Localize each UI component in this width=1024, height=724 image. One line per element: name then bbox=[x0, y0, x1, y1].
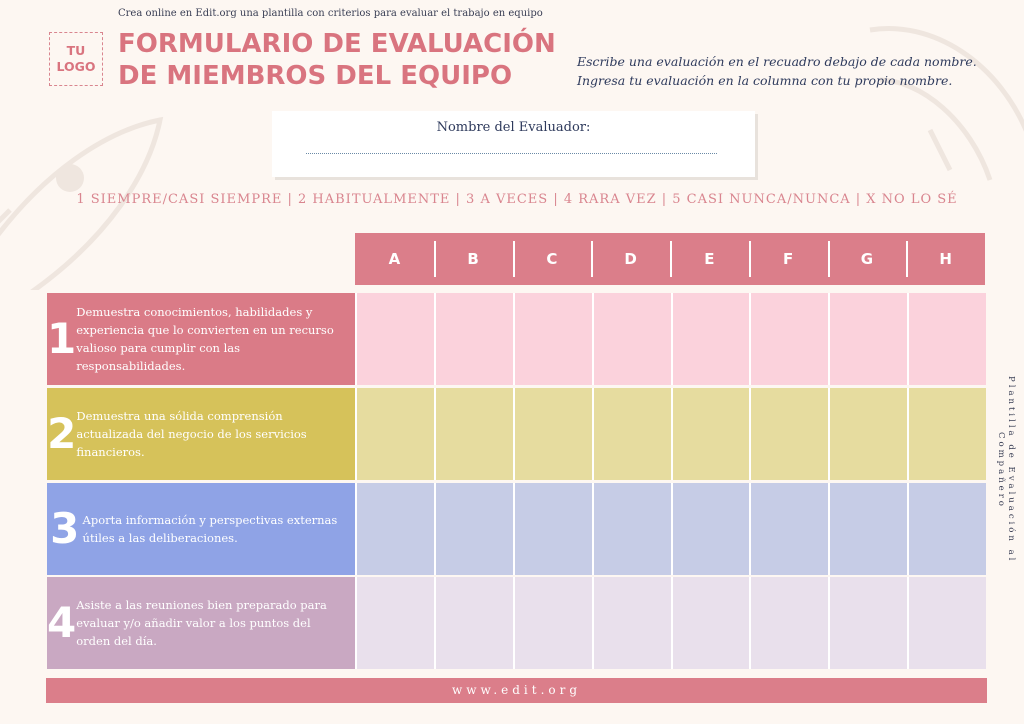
rating-cell-h[interactable] bbox=[907, 293, 986, 385]
rocket-decoration-right bbox=[860, 20, 1024, 200]
rating-cell-e[interactable] bbox=[671, 293, 750, 385]
rating-cell-a[interactable] bbox=[355, 388, 434, 480]
rating-cell-g[interactable] bbox=[828, 388, 907, 480]
rating-cell-b[interactable] bbox=[434, 483, 513, 575]
rating-cell-f[interactable] bbox=[749, 483, 828, 575]
rating-cell-e[interactable] bbox=[671, 483, 750, 575]
page-title-line2: DE MIEMBROS DEL EQUIPO bbox=[118, 61, 513, 91]
rating-cell-f[interactable] bbox=[749, 388, 828, 480]
criterion-row bbox=[47, 388, 986, 480]
rating-cell-a[interactable] bbox=[355, 577, 434, 669]
column-header-f: F bbox=[749, 233, 828, 285]
rating-cell-g[interactable] bbox=[828, 577, 907, 669]
criterion-label bbox=[47, 388, 355, 480]
rating-cell-b[interactable] bbox=[434, 388, 513, 480]
evaluator-name-field[interactable] bbox=[306, 153, 717, 154]
rating-cell-c[interactable] bbox=[513, 577, 592, 669]
criterion-row bbox=[47, 293, 986, 385]
instructions bbox=[577, 52, 977, 90]
rating-cell-c[interactable] bbox=[513, 388, 592, 480]
column-header-a: A bbox=[388, 250, 401, 268]
rating-cell-h[interactable] bbox=[907, 388, 986, 480]
instruction-line1: Escribe una evaluación en el recuadro debajo de cada nombre. bbox=[577, 54, 977, 69]
rating-cell-a[interactable] bbox=[355, 293, 434, 385]
criterion-label bbox=[47, 577, 355, 669]
column-header-e: E bbox=[670, 233, 749, 285]
rating-cell-d[interactable] bbox=[592, 388, 671, 480]
rating-cell-g[interactable] bbox=[828, 483, 907, 575]
criterion-text: Demuestra conocimientos, habilidades y experiencia que lo convierten en un recurso valioso para cumplir con las responsabilidades. bbox=[76, 305, 334, 373]
rating-cell-h[interactable] bbox=[907, 577, 986, 669]
rating-cell-d[interactable] bbox=[592, 483, 671, 575]
page-title-line1: FORMULARIO DE EVALUACIÓN bbox=[118, 29, 556, 59]
rating-cell-c[interactable] bbox=[513, 293, 592, 385]
page-title bbox=[118, 28, 556, 92]
criterion-row bbox=[47, 483, 986, 575]
rating-cell-b[interactable] bbox=[434, 577, 513, 669]
rating-cell-f[interactable] bbox=[749, 577, 828, 669]
rating-scale: 1 SIEMPRE/CASI SIEMPRE | 2 HABITUALMENTE | 3 A VECES | 4 RARA VEZ | 5 CASI NUNCA/NUNCA | X NO LO SÉ bbox=[76, 192, 958, 207]
rating-cell-e[interactable] bbox=[671, 388, 750, 480]
rating-cell-b[interactable] bbox=[434, 293, 513, 385]
top-note: Crea online en Edit.org una plantilla con criterios para evaluar el trabajo en equipo bbox=[118, 8, 543, 19]
rating-cells bbox=[355, 388, 986, 480]
evaluator-label: Nombre del Evaluador: bbox=[436, 120, 591, 135]
criterion-text: Asiste a las reuniones bien preparado para evaluar y/o añadir valor a los puntos del orden del día. bbox=[76, 598, 327, 648]
rating-cells bbox=[355, 293, 986, 385]
column-header-h: H bbox=[906, 233, 985, 285]
rating-cell-e[interactable] bbox=[671, 577, 750, 669]
column-header-c: C bbox=[513, 233, 592, 285]
column-header-g: G bbox=[828, 233, 907, 285]
logo-text-line2: LOGO bbox=[56, 59, 96, 74]
side-caption: Plantilla de Evaluación al Compañero bbox=[996, 376, 1016, 564]
instruction-line2: Ingresa tu evaluación en la columna con tu propio nombre. bbox=[577, 73, 953, 88]
logo-placeholder bbox=[49, 32, 103, 86]
rating-cell-d[interactable] bbox=[592, 293, 671, 385]
criterion-label bbox=[47, 293, 355, 385]
criterion-label bbox=[47, 483, 355, 575]
criterion-number: 4 bbox=[47, 598, 77, 647]
logo-text-line1: TU bbox=[66, 43, 86, 59]
column-header-d: D bbox=[591, 233, 670, 285]
footer-website[interactable]: www.edit.org bbox=[46, 678, 987, 703]
rating-cell-c[interactable] bbox=[513, 483, 592, 575]
column-header-bar bbox=[355, 233, 985, 285]
criterion-number: 1 bbox=[47, 314, 77, 363]
criterion-row bbox=[47, 577, 986, 669]
rating-cell-g[interactable] bbox=[828, 293, 907, 385]
rating-cells bbox=[355, 483, 986, 575]
criterion-text: Aporta información y perspectivas externas útiles a las deliberaciones. bbox=[82, 513, 338, 545]
rating-cell-h[interactable] bbox=[907, 483, 986, 575]
criterion-number: 2 bbox=[47, 409, 77, 458]
rating-cells bbox=[355, 577, 986, 669]
rating-cell-d[interactable] bbox=[592, 577, 671, 669]
evaluator-box bbox=[272, 111, 755, 177]
rating-cell-a[interactable] bbox=[355, 483, 434, 575]
rating-cell-f[interactable] bbox=[749, 293, 828, 385]
column-header-b: B bbox=[434, 233, 513, 285]
criterion-number: 3 bbox=[50, 504, 80, 553]
criterion-text: Demuestra una sólida comprensión actualizada del negocio de los servicios financieros. bbox=[76, 409, 307, 459]
